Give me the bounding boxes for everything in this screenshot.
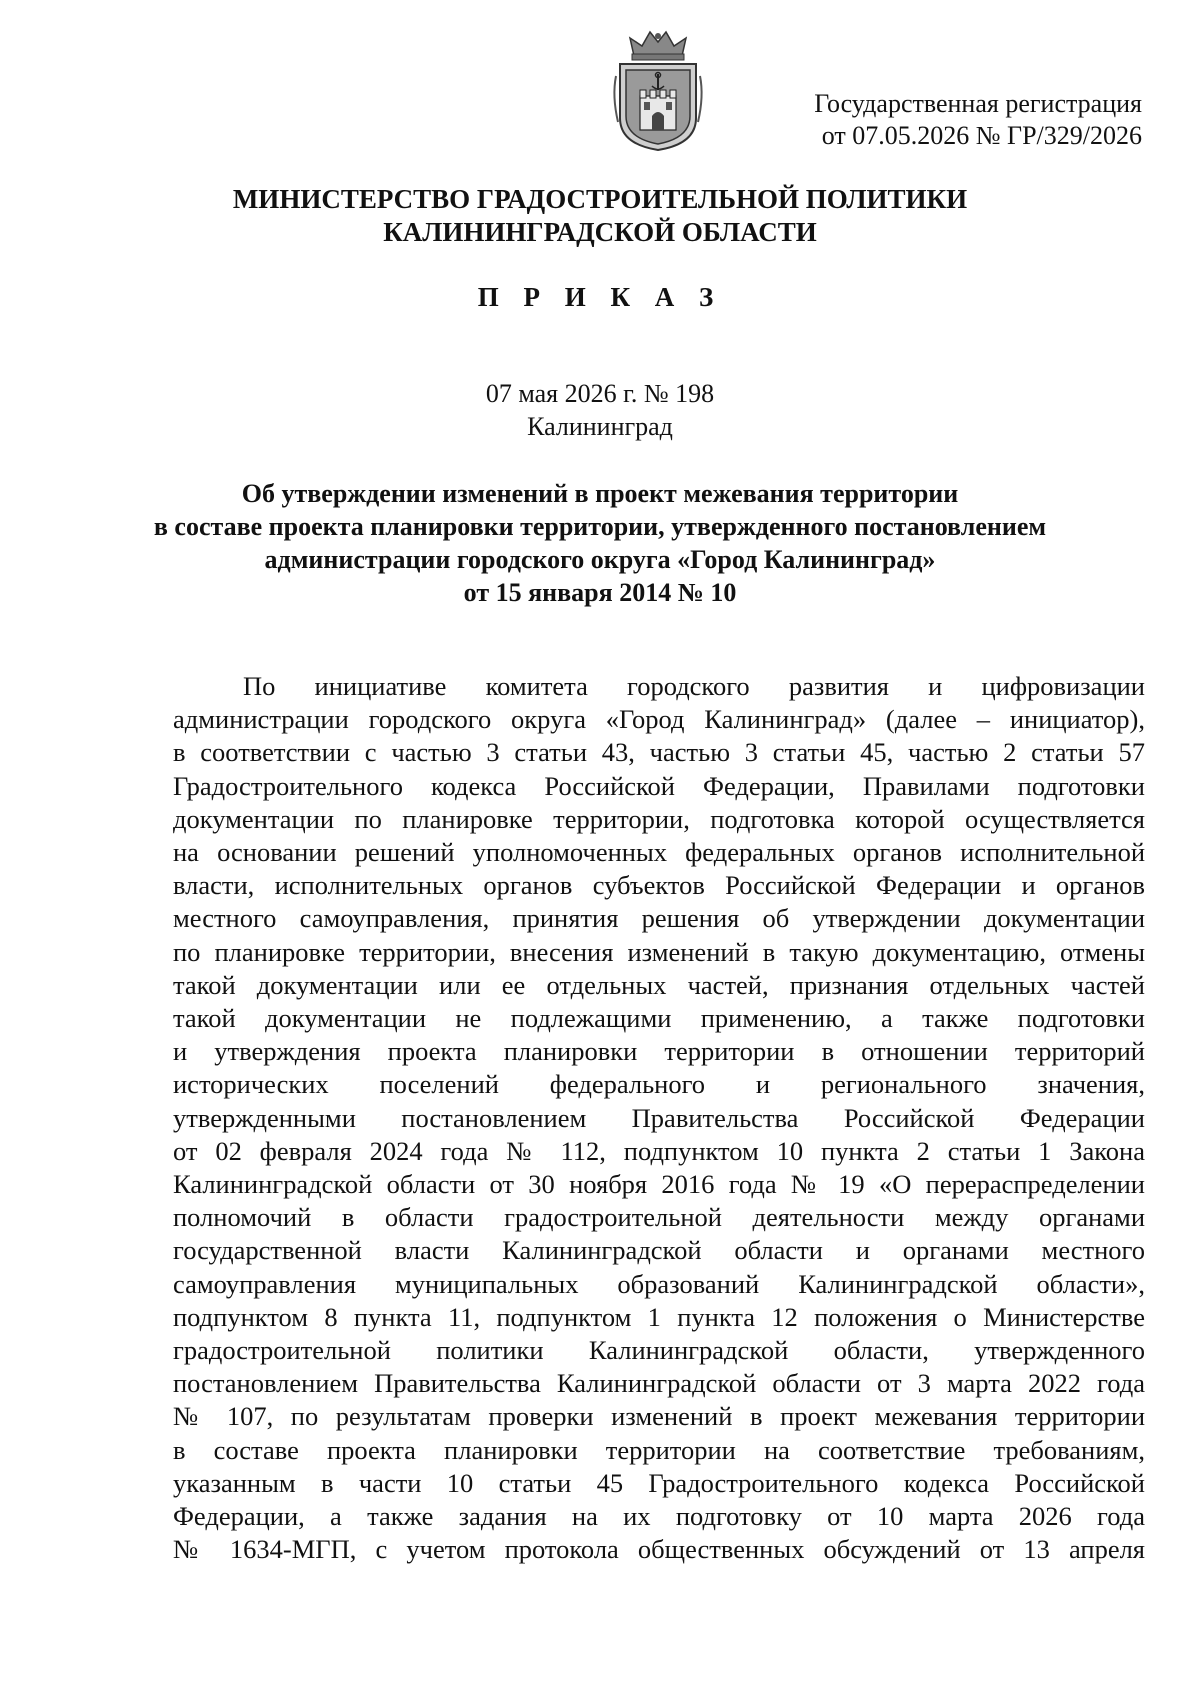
body-line: подпунктом 8 пункта 11, подпунктом 1 пункта 12 положения о Министерстве: [173, 1301, 1145, 1332]
body-line: Градостроительного кодекса Российской Федерации, Правилами подготовки: [173, 770, 1145, 801]
document-city: Калининград: [527, 412, 673, 441]
document-type-title: П Р И К А З: [477, 282, 723, 312]
body-line: полномочий в области градостроительной деятельности между органами: [173, 1202, 1145, 1233]
body-line: по планировке территории, внесения изменений в такую документацию, отмены: [173, 936, 1145, 967]
document-date-place: [0, 377, 1200, 443]
body-line: такой документации не подлежащими применению, а также подготовки: [173, 1003, 1145, 1034]
subject-line: в составе проекта планировки территории, утвержденного постановлением: [153, 512, 1047, 541]
body-line: № 107, по результатам проверки изменений в проект межевания территории: [173, 1401, 1145, 1432]
body-line: указанным в части 10 статьи 45 Градостроительного кодекса Российской: [173, 1467, 1145, 1498]
document-body-paragraph: [173, 670, 1145, 1566]
document-date-number: 07 мая 2026 г. № 198: [485, 379, 715, 408]
registration-number: от 07.05.2026 № ГР/329/2026: [821, 121, 1142, 150]
body-line: По инициативе комитета городского развития и цифровизации: [243, 671, 1145, 701]
body-line: и утверждения проекта планировки территории в отношении территорий: [173, 1036, 1145, 1067]
body-line: Калининградской области от 30 ноября 2016 года № 19 «О перераспределении: [173, 1169, 1145, 1200]
body-line: самоуправления муниципальных образований Калининградской области»,: [173, 1268, 1145, 1299]
subject-line: администрации городского округа «Город Калининград»: [264, 545, 936, 574]
ministry-name-line: МИНИСТЕРСТВО ГРАДОСТРОИТЕЛЬНОЙ ПОЛИТИКИ: [232, 184, 968, 214]
body-line: Федерации, а также задания на их подготовку от 10 марта 2026 года: [173, 1501, 1145, 1532]
body-line: администрации городского округа «Город Калининград» (далее – инициатор),: [173, 704, 1145, 735]
subject-line: от 15 января 2014 № 10: [463, 578, 737, 607]
body-line: в соответствии с частью 3 статьи 43, частью 3 статьи 45, частью 2 статьи 57: [173, 737, 1145, 768]
kaliningrad-coat-of-arms-icon: [610, 26, 706, 154]
body-line: исторических поселений федерального и регионального значения,: [173, 1069, 1145, 1100]
body-line: постановлением Правительства Калининградской области от 3 марта 2022 года: [173, 1368, 1145, 1399]
body-line: от 02 февраля 2024 года № 112, подпунктом 10 пункта 2 статьи 1 Закона: [173, 1135, 1145, 1166]
document-subject: [0, 477, 1200, 609]
body-line: государственной власти Калининградской области и органами местного: [173, 1235, 1145, 1266]
body-line: власти, исполнительных органов субъектов Российской Федерации и органов: [173, 870, 1145, 901]
registration-label: Государственная регистрация: [814, 89, 1142, 118]
body-line: градостроительной политики Калининградской области, утвержденного: [173, 1335, 1145, 1366]
ministry-name-line: КАЛИНИНГРАДСКОЙ ОБЛАСТИ: [383, 217, 817, 247]
registration-block: [814, 88, 1142, 152]
body-line: на основании решений уполномоченных федеральных органов исполнительной: [173, 837, 1145, 868]
body-line: такой документации или ее отдельных частей, признания отдельных частей: [173, 969, 1145, 1000]
body-line: утвержденными постановлением Правительства Российской Федерации: [173, 1102, 1145, 1133]
subject-line: Об утверждении изменений в проект межевания территории: [241, 479, 959, 508]
body-line: в составе проекта планировки территории на соответствие требованиям,: [173, 1434, 1145, 1465]
body-line: № 1634-МГП, с учетом протокола общественных обсуждений от 13 апреля: [173, 1534, 1145, 1565]
ministry-name: [0, 183, 1200, 249]
body-line: документации по планировке территории, подготовка которой осуществляется: [173, 803, 1145, 834]
body-line: местного самоуправления, принятия решения об утверждении документации: [173, 903, 1145, 934]
